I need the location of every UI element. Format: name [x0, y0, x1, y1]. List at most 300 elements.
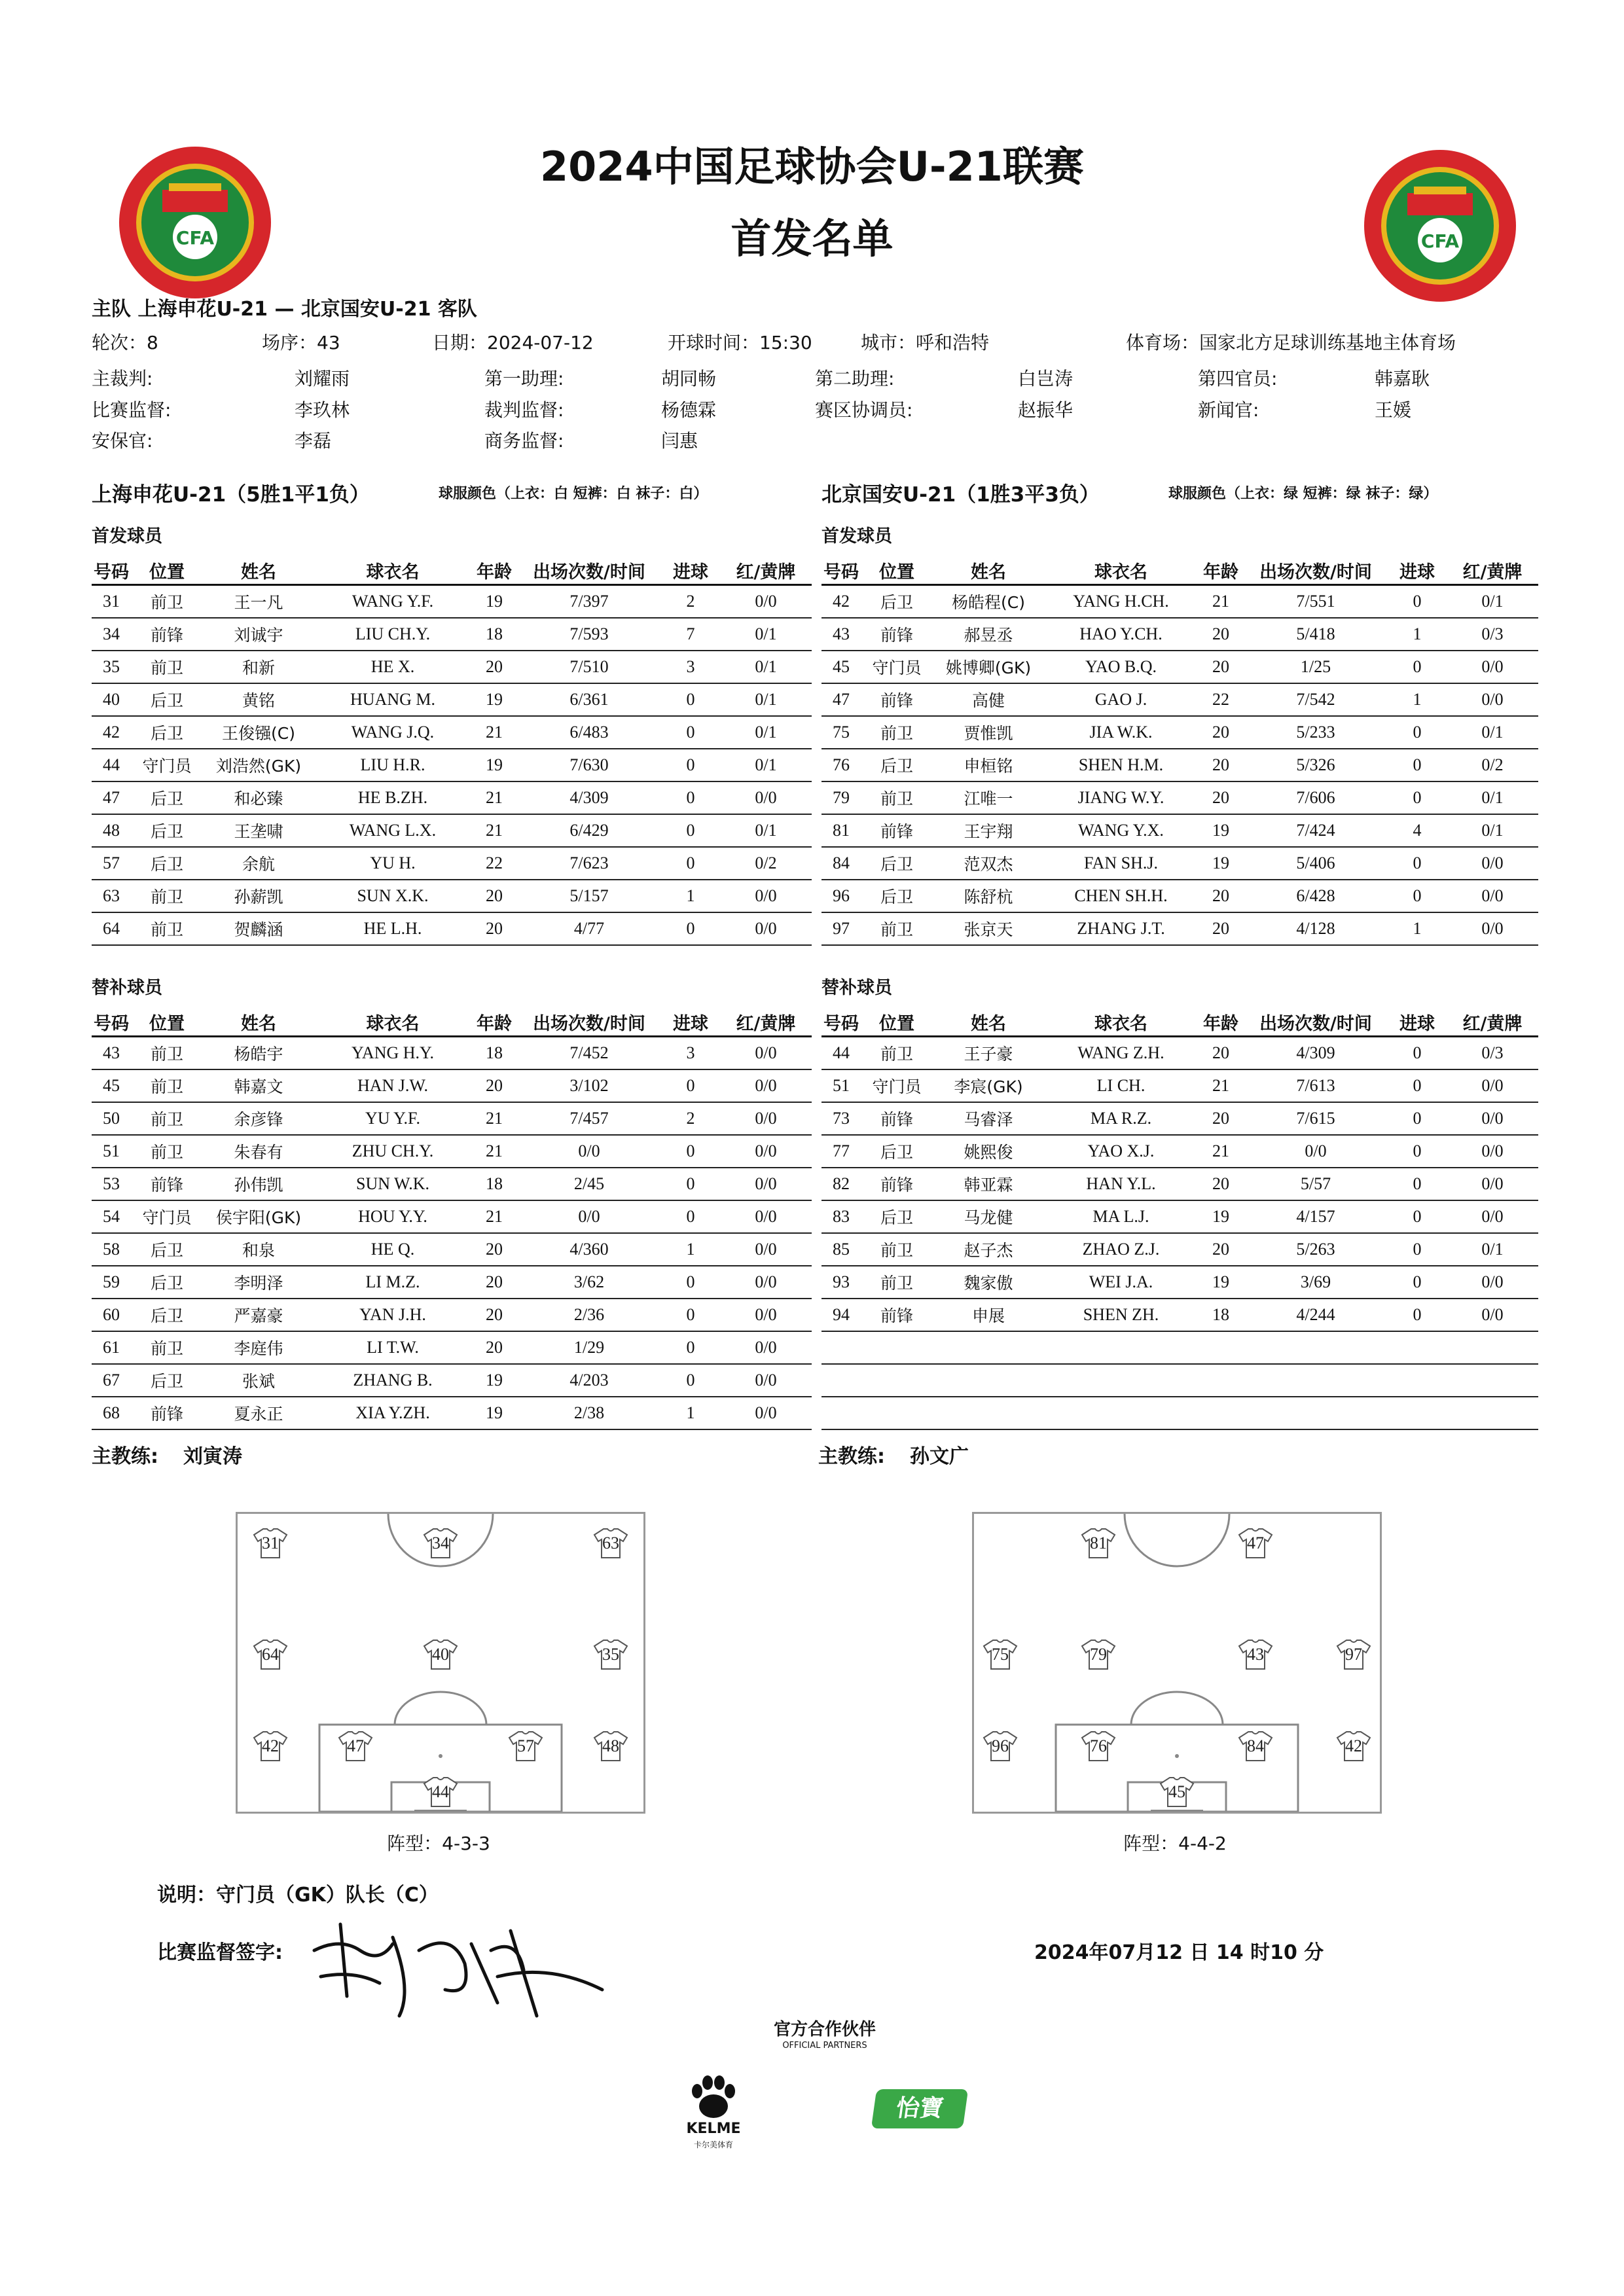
table-cell: 76 [821, 749, 861, 781]
player-number: 96 [992, 1736, 1009, 1755]
logo-text: CFA [1420, 230, 1460, 252]
table-cell: 王宇翔 [933, 814, 1044, 847]
table-cell: 0/3 [1447, 618, 1538, 651]
table-cell: 21 [471, 1102, 517, 1135]
away-subs-table [821, 1008, 1538, 1430]
table-cell: 20 [471, 651, 517, 683]
player-jersey-icon [1081, 1638, 1116, 1671]
table-cell: 杨皓宇 [203, 1037, 314, 1070]
table-cell: 0/0 [720, 1266, 812, 1299]
table-cell: HAO Y.CH. [1044, 618, 1198, 651]
table-cell: 0 [661, 683, 720, 716]
table-cell: 19 [1198, 1266, 1244, 1299]
table-cell: 22 [1198, 683, 1244, 716]
table-cell: 后卫 [131, 814, 203, 847]
table-cell: 0 [1388, 1233, 1447, 1266]
table-cell: MA R.Z. [1044, 1102, 1198, 1135]
table-cell: ZHU CH.Y. [314, 1135, 471, 1168]
player-number: 64 [262, 1645, 279, 1664]
table-cell: 20 [1198, 749, 1244, 781]
column-header: 姓名 [203, 1008, 314, 1037]
table-cell: 20 [1198, 1037, 1244, 1070]
table-cell: 6/428 [1244, 880, 1388, 912]
table-cell: YU Y.F. [314, 1102, 471, 1135]
table-cell: 前锋 [131, 618, 203, 651]
table-row [821, 847, 1538, 880]
table-cell: SHEN H.M. [1044, 749, 1198, 781]
table-cell [821, 1364, 861, 1397]
table-row [92, 1364, 812, 1397]
kelme-paw-icon [684, 2075, 743, 2121]
table-cell: 67 [92, 1364, 131, 1397]
table-row [821, 814, 1538, 847]
table-row [92, 847, 812, 880]
table-cell: HE X. [314, 651, 471, 683]
away-subs-label: 替补球员 [821, 978, 892, 998]
table-cell: 19 [471, 749, 517, 781]
table-cell [933, 1331, 1044, 1364]
cbest-logo [871, 2089, 968, 2128]
column-header: 红/黄牌 [720, 556, 812, 585]
table-cell [1447, 1331, 1538, 1364]
table-cell: 7/542 [1244, 683, 1388, 716]
table-cell: 0/0 [720, 880, 812, 912]
table-cell: 李庭伟 [203, 1331, 314, 1364]
page-subtitle: 首发名单 [731, 215, 893, 262]
cfa-logo-right [1362, 147, 1519, 304]
home-coach-label: 主教练: [92, 1445, 158, 1468]
table-cell: 19 [471, 683, 517, 716]
table-cell: 前卫 [861, 1037, 933, 1070]
column-header: 号码 [92, 556, 131, 585]
table-cell: 1 [661, 1233, 720, 1266]
table-cell: 刘浩然(GK) [203, 749, 314, 781]
column-header: 进球 [1388, 1008, 1447, 1037]
table-cell: 1 [1388, 683, 1447, 716]
table-cell: 7 [661, 618, 720, 651]
column-header: 出场次数/时间 [1244, 556, 1388, 585]
player-jersey-icon [338, 1730, 373, 1763]
table-cell: 0 [1388, 749, 1447, 781]
table-cell: 孙伟凯 [203, 1168, 314, 1200]
table-cell: 4/203 [517, 1364, 661, 1397]
table-cell: 0/0 [1447, 1069, 1538, 1102]
table-cell [1198, 1331, 1244, 1364]
table-cell: 王俊镪(C) [203, 716, 314, 749]
table-cell: 0/0 [720, 1397, 812, 1429]
table-cell: 0/0 [1447, 651, 1538, 683]
table-cell [1244, 1397, 1388, 1429]
table-cell: 3/102 [517, 1069, 661, 1102]
official-label: 第二助理: [815, 368, 895, 389]
home-starters-table [92, 556, 812, 946]
table-cell: 20 [471, 1299, 517, 1331]
table-cell: 前卫 [131, 1069, 203, 1102]
table-cell: 19 [471, 1397, 517, 1429]
table-cell: 韩嘉文 [203, 1069, 314, 1102]
table-cell [1388, 1331, 1447, 1364]
table-cell: 0 [1388, 1168, 1447, 1200]
table-cell: 81 [821, 814, 861, 847]
table-cell: 0/1 [720, 716, 812, 749]
table-cell: 0 [661, 1200, 720, 1233]
table-cell: 0/1 [720, 683, 812, 716]
table-cell: 0 [1388, 1037, 1447, 1070]
table-cell: 1 [661, 880, 720, 912]
table-row [821, 912, 1538, 945]
table-cell: 和泉 [203, 1233, 314, 1266]
table-row [821, 1299, 1538, 1331]
table-cell: 0/1 [1447, 716, 1538, 749]
table-cell: 孙薪凯 [203, 880, 314, 912]
partners-label-en: OFFICIAL PARTNERS [782, 2041, 867, 2051]
table-cell: 20 [471, 912, 517, 945]
table-row [92, 1397, 812, 1429]
table-cell: 守门员 [131, 749, 203, 781]
table-cell: 前锋 [131, 1168, 203, 1200]
player-number: 34 [432, 1534, 449, 1552]
table-row [92, 683, 812, 716]
table-cell: 后卫 [131, 847, 203, 880]
table-cell: 43 [821, 618, 861, 651]
official-label: 比赛监督: [92, 399, 171, 421]
table-cell [821, 1397, 861, 1429]
table-cell: 2/36 [517, 1299, 661, 1331]
table-row [92, 1331, 812, 1364]
table-cell: 前锋 [861, 683, 933, 716]
table-cell: 2/45 [517, 1168, 661, 1200]
table-row [821, 618, 1538, 651]
table-cell: 3/69 [1244, 1266, 1388, 1299]
table-cell [1044, 1331, 1198, 1364]
column-header: 位置 [861, 1008, 933, 1037]
table-cell: 42 [821, 585, 861, 619]
official-label: 新闻官: [1198, 399, 1259, 421]
table-cell: 93 [821, 1266, 861, 1299]
home-formation-pitch [236, 1512, 645, 1814]
table-cell: 21 [471, 814, 517, 847]
table-row [821, 1069, 1538, 1102]
column-header: 进球 [661, 1008, 720, 1037]
table-cell: 申展 [933, 1299, 1044, 1331]
table-cell [1447, 1364, 1538, 1397]
table-cell: 20 [1198, 716, 1244, 749]
table-cell: 0 [1388, 1266, 1447, 1299]
table-cell [1388, 1397, 1447, 1429]
table-cell: 后卫 [861, 585, 933, 619]
table-cell: 魏家傲 [933, 1266, 1044, 1299]
table-cell: 韩亚霖 [933, 1168, 1044, 1200]
table-cell: 0/0 [1447, 1102, 1538, 1135]
table-cell: 杨皓程(C) [933, 585, 1044, 619]
table-cell: 50 [92, 1102, 131, 1135]
table-cell: 0/1 [1447, 1233, 1538, 1266]
player-number: 35 [602, 1645, 619, 1664]
column-header: 号码 [821, 1008, 861, 1037]
player-jersey-icon [593, 1638, 628, 1671]
table-cell: 1 [661, 1397, 720, 1429]
table-cell: 4/309 [1244, 1037, 1388, 1070]
player-jersey-icon [253, 1527, 288, 1560]
table-cell: 4/128 [1244, 912, 1388, 945]
table-cell: 2/38 [517, 1397, 661, 1429]
table-cell: 姚博卿(GK) [933, 651, 1044, 683]
table-cell: 20 [1198, 1233, 1244, 1266]
table-cell: SUN X.K. [314, 880, 471, 912]
table-cell: LIU H.R. [314, 749, 471, 781]
table-cell: 6/429 [517, 814, 661, 847]
table-cell: 54 [92, 1200, 131, 1233]
table-cell: 前卫 [131, 585, 203, 619]
table-cell: 1/29 [517, 1331, 661, 1364]
table-cell: 61 [92, 1331, 131, 1364]
table-cell: 4/360 [517, 1233, 661, 1266]
player-jersey-icon [1336, 1638, 1371, 1671]
official-name: 白岂涛 [1018, 368, 1074, 389]
table-cell [1447, 1397, 1538, 1429]
table-cell: LI M.Z. [314, 1266, 471, 1299]
official-name: 赵振华 [1018, 399, 1074, 421]
table-cell: YANG H.CH. [1044, 585, 1198, 619]
table-cell: 赵子杰 [933, 1233, 1044, 1266]
table-row [92, 781, 812, 814]
table-cell: 18 [1198, 1299, 1244, 1331]
table-cell: 0 [661, 1266, 720, 1299]
table-cell: 0 [661, 1364, 720, 1397]
table-cell: 0/0 [517, 1200, 661, 1233]
home-formation: 阵型：4-3-3 [387, 1833, 490, 1854]
home-starters-label: 首发球员 [92, 526, 162, 547]
table-cell: 0 [661, 1135, 720, 1168]
table-cell: 严嘉豪 [203, 1299, 314, 1331]
table-cell: 0 [1388, 716, 1447, 749]
table-cell: 0 [661, 749, 720, 781]
table-cell: YAO B.Q. [1044, 651, 1198, 683]
table-cell: 20 [1198, 912, 1244, 945]
table-cell: JIANG W.Y. [1044, 781, 1198, 814]
table-cell: 73 [821, 1102, 861, 1135]
player-number: 79 [1090, 1645, 1107, 1664]
table-cell: 7/593 [517, 618, 661, 651]
table-cell: 李明泽 [203, 1266, 314, 1299]
column-header: 出场次数/时间 [517, 556, 661, 585]
table-cell: 0 [1388, 1200, 1447, 1233]
table-cell: 0 [1388, 651, 1447, 683]
player-number: 42 [1345, 1736, 1362, 1755]
table-cell: 陈舒杭 [933, 880, 1044, 912]
player-number: 47 [1247, 1534, 1264, 1552]
table-cell: WANG Y.X. [1044, 814, 1198, 847]
table-row [821, 716, 1538, 749]
table-cell: HE Q. [314, 1233, 471, 1266]
cfa-logo-left [117, 144, 274, 301]
table-cell: 前锋 [861, 1102, 933, 1135]
table-cell: 7/551 [1244, 585, 1388, 619]
table-cell: GAO J. [1044, 683, 1198, 716]
column-header: 球衣名 [314, 556, 471, 585]
table-cell [861, 1331, 933, 1364]
table-cell: 张京天 [933, 912, 1044, 945]
player-number: 97 [1345, 1645, 1362, 1664]
table-cell: 前锋 [861, 618, 933, 651]
table-cell: 0 [1388, 880, 1447, 912]
table-cell: 后卫 [861, 749, 933, 781]
kelme-brand-sub: 卡尔美体育 [693, 2140, 733, 2149]
table-cell: 2 [661, 585, 720, 619]
away-team-name: 北京国安U-21（1胜3平3负） [821, 483, 1100, 507]
table-cell: FAN SH.J. [1044, 847, 1198, 880]
table-cell: 后卫 [131, 1233, 203, 1266]
table-cell [1198, 1397, 1244, 1429]
table-cell: 7/613 [1244, 1069, 1388, 1102]
table-cell: 19 [1198, 814, 1244, 847]
table-cell: 0/0 [1447, 683, 1538, 716]
table-cell: 后卫 [861, 880, 933, 912]
home-subs-label: 替补球员 [92, 978, 162, 998]
table-cell: 0/1 [720, 651, 812, 683]
table-cell: 后卫 [131, 683, 203, 716]
official-name: 闫惠 [661, 430, 698, 452]
table-cell: 0/0 [720, 1037, 812, 1070]
kickoff-time: 开球时间：15:30 [668, 332, 812, 353]
column-header: 年龄 [471, 556, 517, 585]
table-cell: 45 [92, 1069, 131, 1102]
table-cell: 前卫 [861, 781, 933, 814]
table-cell: 7/615 [1244, 1102, 1388, 1135]
table-cell: 20 [1198, 1168, 1244, 1200]
table-row [92, 880, 812, 912]
table-cell: ZHANG B. [314, 1364, 471, 1397]
player-number: 81 [1090, 1534, 1107, 1552]
table-cell: 0/0 [720, 1299, 812, 1331]
column-header: 姓名 [933, 556, 1044, 585]
table-cell: 0/0 [517, 1135, 661, 1168]
table-cell: 0/1 [720, 814, 812, 847]
city: 城市：呼和浩特 [861, 332, 990, 353]
away-coach-label: 主教练: [818, 1445, 885, 1468]
table-cell: 张斌 [203, 1364, 314, 1397]
table-cell: 0 [1388, 1069, 1447, 1102]
table-cell: JIA W.K. [1044, 716, 1198, 749]
player-jersey-icon [983, 1638, 1018, 1671]
table-cell: 4 [1388, 814, 1447, 847]
table-cell: 21 [471, 1200, 517, 1233]
table-cell: 7/606 [1244, 781, 1388, 814]
away-formation-pitch [972, 1512, 1382, 1814]
away-formation: 阵型：4-4-2 [1123, 1833, 1227, 1854]
column-header: 年龄 [471, 1008, 517, 1037]
table-cell: 0/2 [720, 847, 812, 880]
table-cell: LIU CH.Y. [314, 618, 471, 651]
table-cell: 21 [1198, 1069, 1244, 1102]
table-cell: 58 [92, 1233, 131, 1266]
table-cell: 60 [92, 1299, 131, 1331]
table-cell: 7/623 [517, 847, 661, 880]
table-cell: SHEN ZH. [1044, 1299, 1198, 1331]
table-cell: HAN J.W. [314, 1069, 471, 1102]
table-cell: 前锋 [861, 1168, 933, 1200]
page-title: 2024中国足球协会U-21联赛 [540, 143, 1084, 190]
table-cell: 1 [1388, 618, 1447, 651]
table-cell: 0/0 [720, 912, 812, 945]
table-row [92, 1200, 812, 1233]
player-number: 40 [432, 1645, 449, 1664]
table-row [92, 716, 812, 749]
column-header: 出场次数/时间 [1244, 1008, 1388, 1037]
table-cell: 前卫 [861, 912, 933, 945]
table-cell: 0/3 [1447, 1037, 1538, 1070]
table-cell: 20 [471, 1069, 517, 1102]
table-cell: 0 [661, 781, 720, 814]
table-cell: 0/0 [720, 1200, 812, 1233]
table-cell: WANG J.Q. [314, 716, 471, 749]
table-cell: 3 [661, 1037, 720, 1070]
table-cell: WEI J.A. [1044, 1266, 1198, 1299]
table-cell: YAN J.H. [314, 1299, 471, 1331]
match-date: 日期：2024-07-12 [432, 332, 594, 353]
table-cell: 0/0 [720, 1233, 812, 1266]
official-name: 李玖林 [295, 399, 350, 421]
signature-label: 比赛监督签字: [157, 1941, 283, 1964]
table-cell [861, 1364, 933, 1397]
table-cell: 22 [471, 847, 517, 880]
player-number: 57 [517, 1736, 534, 1755]
table-cell: 后卫 [131, 1299, 203, 1331]
table-cell: HAN Y.L. [1044, 1168, 1198, 1200]
table-cell: 高健 [933, 683, 1044, 716]
table-cell: 0 [1388, 1135, 1447, 1168]
player-number: 84 [1247, 1736, 1264, 1755]
table-cell: 和必臻 [203, 781, 314, 814]
table-cell: 李宸(GK) [933, 1069, 1044, 1102]
player-jersey-icon [1081, 1527, 1116, 1560]
table-cell: MA L.J. [1044, 1200, 1198, 1233]
column-header: 号码 [92, 1008, 131, 1037]
table-cell: 0/1 [720, 749, 812, 781]
player-number: 44 [432, 1782, 449, 1801]
away-starters-table [821, 556, 1538, 946]
logo-text: CFA [175, 227, 215, 249]
table-cell: 后卫 [131, 781, 203, 814]
table-cell: 0/0 [1447, 1299, 1538, 1331]
table-cell: 后卫 [131, 716, 203, 749]
table-cell: 0 [1388, 1299, 1447, 1331]
table-cell: 19 [1198, 847, 1244, 880]
table-cell: 34 [92, 618, 131, 651]
table-cell: 后卫 [131, 1364, 203, 1397]
table-cell: 4/157 [1244, 1200, 1388, 1233]
table-cell: 4/309 [517, 781, 661, 814]
table-cell: 51 [821, 1069, 861, 1102]
table-cell: 82 [821, 1168, 861, 1200]
player-jersey-icon [983, 1730, 1018, 1763]
table-cell [821, 1331, 861, 1364]
table-cell: 朱春有 [203, 1135, 314, 1168]
table-cell: 江唯一 [933, 781, 1044, 814]
table-cell: 前卫 [131, 1037, 203, 1070]
table-row [821, 585, 1538, 619]
table-cell: 3 [661, 651, 720, 683]
table-cell: 0/1 [1447, 814, 1538, 847]
table-cell: 20 [1198, 880, 1244, 912]
table-cell: 余彦锋 [203, 1102, 314, 1135]
away-kit-colors: 球服颜色（上衣：绿 短裤：绿 袜子：绿） [1168, 486, 1438, 502]
column-header: 姓名 [933, 1008, 1044, 1037]
column-header: 进球 [661, 556, 720, 585]
table-cell: 前卫 [131, 880, 203, 912]
table-cell: YAO X.J. [1044, 1135, 1198, 1168]
table-cell: 0/0 [1447, 912, 1538, 945]
